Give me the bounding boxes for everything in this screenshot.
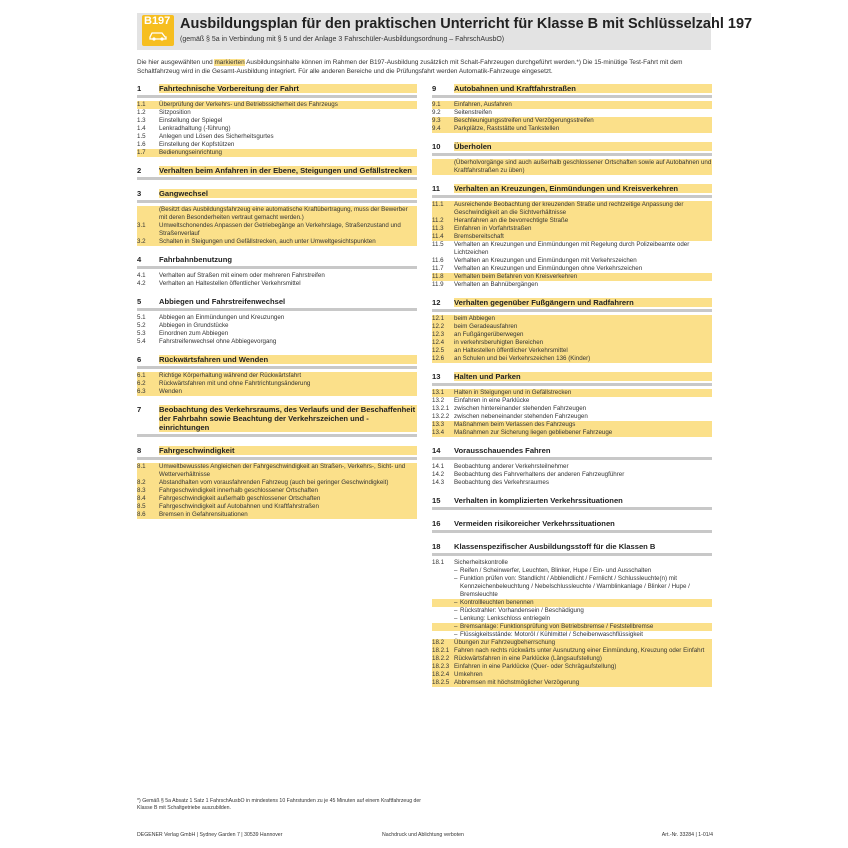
item-number: 12.4 xyxy=(432,339,454,347)
item-text: Abbremsen mit höchstmöglicher Verzögerung xyxy=(454,679,712,687)
sub-item xyxy=(432,631,712,639)
section-3 xyxy=(137,189,417,246)
section-title: Autobahnen und Kraftfahrstraßen xyxy=(454,84,712,93)
list-item xyxy=(137,511,417,519)
sub-item-text: Lenkung: Lenkschloss entriegeln xyxy=(460,615,551,622)
item-number: 12.2 xyxy=(432,323,454,331)
item-number: 8.1 xyxy=(137,463,159,479)
list-item xyxy=(432,217,712,225)
b197-logo xyxy=(142,15,174,46)
list-item xyxy=(432,347,712,355)
dash-bullet: – xyxy=(454,607,458,614)
sub-item xyxy=(432,623,712,631)
item-text: Bremsbereitschaft xyxy=(454,233,712,241)
item-number: 5.4 xyxy=(137,338,146,345)
item-text: Schalten in Steigungen und Gefällstrecken, auch unter Umweltgesichtspunkten xyxy=(159,238,417,246)
item-number: 14.1 xyxy=(432,463,445,470)
item-text: Seitenstreifen xyxy=(454,109,492,116)
page-title: Ausbildungsplan für den praktischen Unterricht für Klasse B mit Schlüsselzahl 197 xyxy=(180,16,753,32)
item-number: 14.3 xyxy=(432,479,445,486)
section-7 xyxy=(137,405,417,437)
sub-item xyxy=(432,599,712,607)
section-6 xyxy=(137,355,417,396)
item-text: Rückwärtsfahren mit und ohne Fahrtrichtungsänderung xyxy=(159,380,417,388)
item-number: 13.4 xyxy=(432,429,454,437)
section-number: 1 xyxy=(137,84,142,93)
list-item xyxy=(137,149,417,157)
item-text: Rückwärtsfahren in eine Parklücke (Längsaufstellung) xyxy=(454,655,712,663)
list-item xyxy=(432,225,712,233)
left-column xyxy=(137,84,417,528)
section-heading xyxy=(137,405,417,437)
section-number: 11 xyxy=(432,184,441,193)
section-heading xyxy=(432,519,712,533)
section-title: Verhalten in komplizierten Verkehrssituationen xyxy=(454,496,623,505)
item-text: Einfahren in eine Parklücke (Quer- oder Schrägaufstellung) xyxy=(454,663,712,671)
item-number: 3.1 xyxy=(137,222,159,238)
footer-article-number: Art.-Nr. 33284 | 1-01/4 xyxy=(661,832,713,838)
item-text: Sicherheitskontrolle xyxy=(454,559,508,566)
section-number: 13 xyxy=(432,372,441,381)
intro-part1: Die hier ausgewählten und xyxy=(137,59,215,66)
list-item xyxy=(137,101,417,109)
sub-item-text: Flüssigkeitsstände: Motoröl / Kühlmittel / Scheibenwaschflüssigkeit xyxy=(460,631,643,638)
list-item xyxy=(432,413,712,421)
footer-publisher: DEGENER Verlag GmbH | Sydney Garden 7 | 30539 Hannover xyxy=(137,832,283,838)
list-item xyxy=(137,487,417,495)
item-text: Übungen zur Fahrzeugbeherrschung xyxy=(454,639,712,647)
list-item xyxy=(432,397,712,405)
list-item xyxy=(432,331,712,339)
item-text: beim Abbiegen xyxy=(454,315,712,323)
list-item xyxy=(432,479,712,487)
item-text: Umweltbewusstes Angleichen der Fahrgeschwindigkeit an Straßen-, Verkehrs-, Sicht- und Wetterverhältnisse xyxy=(159,463,417,479)
item-text: Einstellung der Spiegel xyxy=(159,117,223,124)
item-number: 13.2.1 xyxy=(432,405,450,412)
section-number: 7 xyxy=(137,405,142,414)
item-number: 8.4 xyxy=(137,495,159,503)
item-number: 11.2 xyxy=(432,217,454,225)
item-text: Verhalten auf Straßen mit einem oder mehreren Fahrstreifen xyxy=(159,272,325,279)
list-item xyxy=(432,421,712,429)
list-item xyxy=(137,109,417,117)
item-number: 11.5 xyxy=(432,241,444,248)
dash-bullet: – xyxy=(454,567,458,574)
section-number: 16 xyxy=(432,519,441,528)
item-number: 13.2.2 xyxy=(432,413,450,420)
item-text: Fahren nach rechts rückwärts unter Ausnutzung einer Einmündung, Kreuzung oder Einfahrt xyxy=(454,647,712,655)
item-text: Einordnen zum Abbiegen xyxy=(159,330,229,337)
list-item xyxy=(432,241,712,257)
section-number: 9 xyxy=(432,84,437,93)
item-number: 9.4 xyxy=(432,125,454,133)
section-number: 3 xyxy=(137,189,142,198)
sub-item-text: Rückstrahler: Vorhandensein / Beschädigung xyxy=(460,607,584,614)
list-item xyxy=(432,233,712,241)
list-item xyxy=(432,679,712,687)
item-text: Beobachtung anderer Verkehrsteilnehmer xyxy=(454,463,569,470)
section-18 xyxy=(432,542,712,556)
dash-bullet: – xyxy=(454,623,458,630)
section-title: Fahrgeschwindigkeit xyxy=(159,446,417,455)
list-item xyxy=(432,647,712,655)
section-title: Verhalten beim Anfahren in der Ebene, Steigungen und Gefällstrecken xyxy=(159,166,417,175)
section-number: 10 xyxy=(432,142,441,151)
item-number: 4.1 xyxy=(137,272,146,279)
list-item xyxy=(137,133,417,141)
item-text: Fahrgeschwindigkeit innerhalb geschlossener Ortschaften xyxy=(159,487,417,495)
section-title: Gangwechsel xyxy=(159,189,417,198)
logo-label: B197 xyxy=(144,15,171,27)
section-number: 12 xyxy=(432,298,441,307)
sub-item-text: Reifen / Scheinwerfer, Leuchten, Blinker, Hupe / Ein- und Ausschalten xyxy=(460,567,652,574)
list-item xyxy=(432,323,712,331)
dash-bullet: – xyxy=(454,631,458,638)
section-title: Fahrtechnische Vorbereitung der Fahrt xyxy=(159,84,417,93)
intro-text xyxy=(137,58,713,76)
item-number: 13.2 xyxy=(432,397,445,404)
item-number: 11.3 xyxy=(432,225,454,233)
item-number: 8.3 xyxy=(137,487,159,495)
list-item xyxy=(137,463,417,479)
section-number: 14 xyxy=(432,446,441,455)
section-number: 15 xyxy=(432,496,441,505)
section-title: Rückwärtsfahren und Wenden xyxy=(159,355,417,364)
item-text: Abstandhalten vom vorausfahrenden Fahrzeug (auch bei geringer Geschwindigkeit) xyxy=(159,479,417,487)
section-heading xyxy=(137,297,417,311)
list-item xyxy=(432,405,712,413)
item-text: in verkehrsberuhigten Bereichen xyxy=(454,339,712,347)
section-title: Verhalten an Kreuzungen, Einmündungen und Kreisverkehren xyxy=(454,184,712,193)
list-item xyxy=(432,117,712,125)
item-text: Verhalten an Kreuzungen und Einmündungen mit Regelung durch Polizeibeamte oder Lichtzeichen xyxy=(454,241,690,256)
section-heading xyxy=(137,355,417,369)
list-item xyxy=(137,117,417,125)
section-title: Abbiegen und Fahrstreifenwechsel xyxy=(159,297,286,306)
item-number: 13.1 xyxy=(432,389,454,397)
section-note: (Besitzt das Ausbildungsfahrzeug eine automatische Kraftübertragung, muss der Bewerber mit deren Besonderheiten vertraut gemacht werden.) xyxy=(137,206,417,222)
section-10 xyxy=(432,142,712,175)
section-16 xyxy=(432,519,712,533)
item-text: Ausreichende Beobachtung der kreuzenden Straße und rechtzeitige Anpassung der Geschwindigkeit an die Sichtverhältnisse xyxy=(454,201,712,217)
item-number: 13.3 xyxy=(432,421,454,429)
item-number: 18.2.2 xyxy=(432,655,454,663)
item-number: 9.1 xyxy=(432,101,454,109)
item-number: 8.2 xyxy=(137,479,159,487)
item-text: Richtige Körperhaltung während der Rückwärtsfahrt xyxy=(159,372,417,380)
section-4 xyxy=(137,255,417,288)
list-item xyxy=(432,265,712,273)
section-heading xyxy=(137,446,417,460)
item-text: Fahrstreifenwechsel ohne Abbiegevorgang xyxy=(159,338,277,345)
item-number: 11.1 xyxy=(432,201,454,217)
item-text: Abbiegen in Grundstücke xyxy=(159,322,229,329)
section-heading xyxy=(137,255,417,269)
section-5 xyxy=(137,297,417,346)
list-item xyxy=(432,109,712,117)
item-number: 1.6 xyxy=(137,141,146,148)
sub-item-text: Funktion prüfen von: Standlicht / Abblendlicht / Fernlicht / Schlussleuchte(n) mit Kennzeichenbeleuchtung / Nebelschlussleuchte / Warnblinkanlage / Blinker / Hupe / Bremsleuchte xyxy=(460,575,690,598)
list-item xyxy=(432,281,712,289)
list-item xyxy=(432,273,712,281)
section-18-content xyxy=(432,559,712,687)
item-number: 11.6 xyxy=(432,257,444,264)
item-text: Verhalten an Kreuzungen und Einmündungen mit Verkehrszeichen xyxy=(454,257,637,264)
item-number: 5.3 xyxy=(137,330,146,337)
intro-highlight: markierten xyxy=(214,59,245,66)
section-11 xyxy=(432,184,712,289)
section-title: Fahrbahnbenutzung xyxy=(159,255,232,264)
list-item xyxy=(137,280,417,288)
section-title: Klassenspezifischer Ausbildungsstoff für die Klassen B xyxy=(454,542,656,551)
section-number: 4 xyxy=(137,255,142,264)
sub-item-text: Bremsanlage: Funktionsprüfung von Betriebsbremse / Feststellbremse xyxy=(460,623,654,630)
item-text: Einfahren, Ausfahren xyxy=(454,101,712,109)
section-heading xyxy=(432,496,712,510)
list-item xyxy=(432,463,712,471)
sub-item xyxy=(432,615,712,623)
item-text: an Haltestellen öffentlicher Verkehrsmittel xyxy=(454,347,712,355)
item-text: an Schulen und bei Verkehrszeichen 136 (Kinder) xyxy=(454,355,712,363)
item-number: 4.2 xyxy=(137,280,146,287)
item-text: Beobachtung des Fahrverhaltens der anderen Fahrzeugführer xyxy=(454,471,625,478)
sub-item xyxy=(432,575,712,599)
item-text: Halten in Steigungen und in Gefällstrecken xyxy=(454,389,712,397)
section-heading xyxy=(432,542,712,556)
item-number: 5.1 xyxy=(137,314,146,321)
item-text: Anlegen und Lösen des Sicherheitsgurtes xyxy=(159,133,274,140)
item-number: 9.2 xyxy=(432,109,441,116)
item-number: 1.2 xyxy=(137,109,146,116)
item-text: Verhalten an Haltestellen öffentlicher Verkehrsmittel xyxy=(159,280,301,287)
section-9 xyxy=(432,84,712,133)
item-number: 3.2 xyxy=(137,238,159,246)
item-text: zwischen nebeneinander stehenden Fahrzeugen xyxy=(454,413,588,420)
section-number: 18 xyxy=(432,542,441,551)
dash-bullet: – xyxy=(454,615,458,622)
section-14 xyxy=(432,446,712,487)
dash-bullet: – xyxy=(454,575,458,582)
item-number: 18.1 xyxy=(432,559,445,566)
item-number: 5.2 xyxy=(137,322,146,329)
item-number: 18.2.4 xyxy=(432,671,454,679)
sub-item xyxy=(432,607,712,615)
item-number: 11.9 xyxy=(432,281,444,288)
item-text: Lenkradhaltung (-führung) xyxy=(159,125,231,132)
item-number: 1.7 xyxy=(137,149,159,157)
list-item xyxy=(432,315,712,323)
list-item xyxy=(137,238,417,246)
item-text: Umkehren xyxy=(454,671,712,679)
sub-item xyxy=(432,567,712,575)
item-text: Beschleunigungsstreifen und Verzögerungsstreifen xyxy=(454,117,712,125)
section-number: 2 xyxy=(137,166,142,175)
item-number: 18.2.1 xyxy=(432,647,454,655)
section-1 xyxy=(137,84,417,157)
list-item xyxy=(137,272,417,280)
section-title: Verhalten gegenüber Fußgängern und Radfahrern xyxy=(454,298,712,307)
item-number: 6.3 xyxy=(137,388,159,396)
item-text: Sitzposition xyxy=(159,109,191,116)
section-12 xyxy=(432,298,712,363)
item-text: Bremsen in Gefahrensituationen xyxy=(159,511,417,519)
item-number: 12.1 xyxy=(432,315,454,323)
section-heading xyxy=(137,166,417,180)
car-icon xyxy=(148,29,168,41)
item-number: 11.7 xyxy=(432,265,444,272)
list-item xyxy=(432,559,712,567)
list-item xyxy=(137,479,417,487)
item-number: 1.4 xyxy=(137,125,146,132)
item-text: Bedienungseinrichtung xyxy=(159,149,417,157)
section-heading xyxy=(432,372,712,386)
section-number: 8 xyxy=(137,446,142,455)
list-item xyxy=(137,314,417,322)
section-heading xyxy=(432,298,712,312)
list-item xyxy=(432,101,712,109)
section-title: Überholen xyxy=(454,142,712,151)
item-text: Maßnahmen zur Sicherung liegen gebliebener Fahrzeuge xyxy=(454,429,712,437)
intro-part2: Ausbildungsinhalte können im Rahmen der B197-Ausbildung zusätzlich mit Schalt-Fahrzeugen durchgeführt werden.*) Die 15-minütige Test-Fahrt mit dem Schaltfahrzeug wird in die Gesamt-Ausbildung integriert. Für alle anderen Bereiche und die Prüfungsfahrt werden Automatik-Fahrzeuge eingesetzt. xyxy=(137,59,683,75)
item-text: Einfahren in eine Parklücke xyxy=(454,397,530,404)
item-number: 8.5 xyxy=(137,503,159,511)
list-item xyxy=(137,380,417,388)
list-item xyxy=(432,257,712,265)
section-heading xyxy=(137,189,417,203)
item-text: Wenden xyxy=(159,388,417,396)
section-number: 6 xyxy=(137,355,142,364)
item-number: 11.4 xyxy=(432,233,454,241)
section-number: 5 xyxy=(137,297,142,306)
item-number: 18.2.3 xyxy=(432,663,454,671)
list-item xyxy=(137,388,417,396)
list-item xyxy=(137,330,417,338)
item-text: Verhalten an Kreuzungen und Einmündungen ohne Verkehrszeichen xyxy=(454,265,643,272)
item-number: 1.5 xyxy=(137,133,146,140)
list-item xyxy=(137,338,417,346)
item-number: 9.3 xyxy=(432,117,454,125)
item-text: Einstellung der Kopfstützen xyxy=(159,141,235,148)
item-number: 6.2 xyxy=(137,380,159,388)
footnote: *) Gemäß § 5a Absatz 1 Satz 1 FahrschAusbO in mindestens 10 Fahrstunden zu je 45 Minuten auf einem Kraftfahrzeug der Klasse B mit Schaltgetriebe auszubilden. xyxy=(137,798,422,811)
section-title: Vorausschauendes Fahren xyxy=(454,446,551,455)
list-item xyxy=(137,125,417,133)
section-title: Vermeiden risikoreicher Verkehrssituationen xyxy=(454,519,615,528)
item-text: Heranfahren an die bevorrechtigte Straße xyxy=(454,217,712,225)
dash-bullet: – xyxy=(454,599,458,606)
item-number: 12.3 xyxy=(432,331,454,339)
list-item xyxy=(137,495,417,503)
list-item xyxy=(137,222,417,238)
list-item xyxy=(432,389,712,397)
section-8 xyxy=(137,446,417,519)
item-text: Verhalten an Bahnübergängen xyxy=(454,281,538,288)
item-text: zwischen hintereinander stehenden Fahrzeugen xyxy=(454,405,587,412)
list-item xyxy=(137,372,417,380)
item-text: an Fußgängerüberwegen xyxy=(454,331,712,339)
item-number: 12.5 xyxy=(432,347,454,355)
list-item xyxy=(432,355,712,363)
list-item xyxy=(432,655,712,663)
item-text: Beobachtung des Verkehrsraumes xyxy=(454,479,549,486)
item-text: Einfahren in Vorfahrtstraßen xyxy=(454,225,712,233)
right-column xyxy=(432,84,712,687)
section-title: Beobachtung des Verkehrsraums, des Verlaufs und der Beschaffenheit der Fahrbahn sowie Beachtung der Verkehrszeichen und -einrichtungen xyxy=(159,405,416,432)
item-text: Fahrgeschwindigkeit außerhalb geschlossener Ortschaften xyxy=(159,495,417,503)
section-heading xyxy=(432,84,712,98)
item-text: Verhalten beim Befahren von Kreisverkehren xyxy=(454,273,712,281)
item-text: Fahrgeschwindigkeit auf Autobahnen und Kraftfahrstraßen xyxy=(159,503,417,511)
item-number: 8.6 xyxy=(137,511,159,519)
list-item xyxy=(432,125,712,133)
section-heading xyxy=(432,142,712,156)
list-item xyxy=(432,671,712,679)
section-heading xyxy=(432,184,712,198)
list-item xyxy=(432,471,712,479)
list-item xyxy=(432,663,712,671)
item-number: 1.3 xyxy=(137,117,146,124)
item-number: 6.1 xyxy=(137,372,159,380)
list-item xyxy=(137,322,417,330)
section-heading xyxy=(432,446,712,460)
section-note: (Überholvorgänge sind auch außerhalb geschlossener Ortschaften sowie auf Autobahnen und Kraftfahrstraßen zu üben) xyxy=(432,159,712,175)
section-15 xyxy=(432,496,712,510)
section-heading xyxy=(137,84,417,98)
item-number: 14.2 xyxy=(432,471,445,478)
list-item xyxy=(137,503,417,511)
section-13 xyxy=(432,372,712,437)
list-item xyxy=(432,201,712,217)
item-text: Maßnahmen beim Verlassen des Fahrzeugs xyxy=(454,421,712,429)
item-number: 1.1 xyxy=(137,101,159,109)
item-number: 18.2.5 xyxy=(432,679,454,687)
list-item xyxy=(432,339,712,347)
sub-item-text: Kontrollleuchten benennen xyxy=(460,599,534,606)
item-number: 11.8 xyxy=(432,273,454,281)
section-title: Halten und Parken xyxy=(454,372,712,381)
item-text: Überprüfung der Verkehrs- und Betriebssicherheit des Fahrzeugs xyxy=(159,101,417,109)
item-text: Umweltschonendes Anpassen der Getriebegänge an Verkehrslage, Straßenzustand und Straßenverlauf xyxy=(159,222,417,238)
item-number: 18.2 xyxy=(432,639,454,647)
item-text: Parkplätze, Raststätte und Tankstellen xyxy=(454,125,712,133)
page-subtitle: (gemäß § 5a in Verbindung mit § 5 und der Anlage 3 Fahrschüler-Ausbildungsordnung – FahrschAusbO) xyxy=(180,36,505,43)
section-2 xyxy=(137,166,417,180)
list-item xyxy=(137,141,417,149)
item-text: Abbiegen an Einmündungen und Kreuzungen xyxy=(159,314,285,321)
item-number: 12.6 xyxy=(432,355,454,363)
footer-copyright: Nachdruck und Ablichtung verboten xyxy=(382,832,464,838)
list-item xyxy=(432,429,712,437)
item-text: beim Geradeausfahren xyxy=(454,323,712,331)
list-item xyxy=(432,639,712,647)
